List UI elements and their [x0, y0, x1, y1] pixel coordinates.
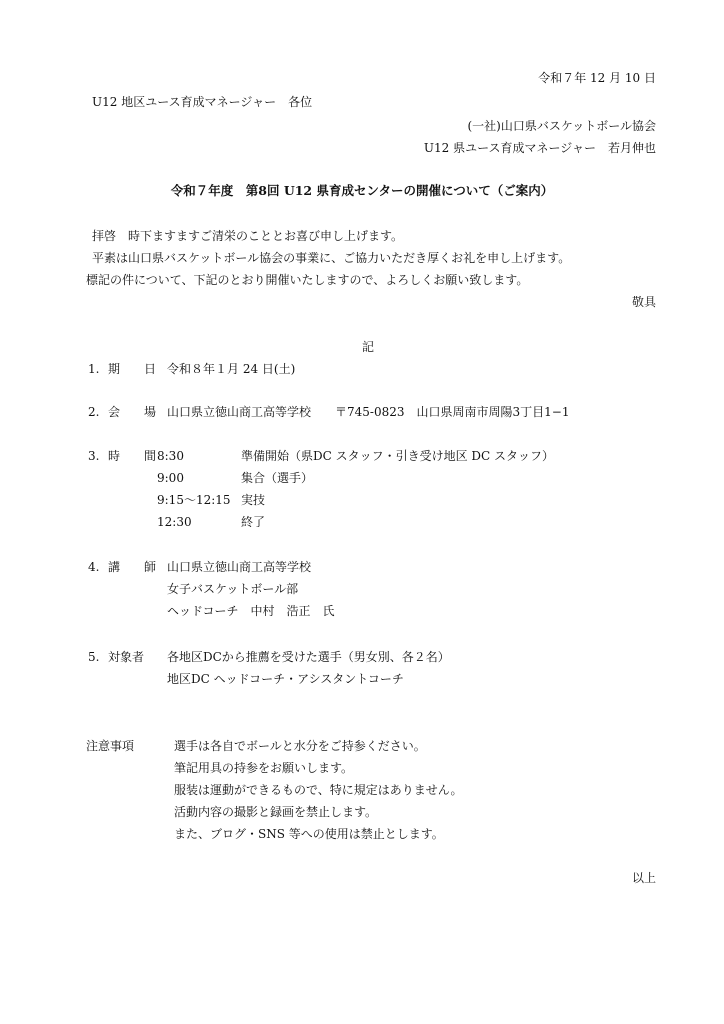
item-4-label: 講 師 [108, 560, 157, 574]
item-2-number: 2. [88, 405, 100, 419]
item-5-label: 対象者 [108, 650, 145, 664]
closing-ijo: 以上 [631, 871, 656, 885]
note-line: 活動内容の撮影と録画を禁止します。 [174, 805, 378, 819]
note-line: 服装は運動ができるもので、特に規定はありません。 [174, 783, 463, 797]
note-line: また、ブログ・SNS 等への使用は禁止とします。 [174, 827, 444, 841]
target-line: 各地区DCから推薦を受けた選手（男女別、各２名） [167, 650, 450, 664]
item-4-number: 4. [88, 560, 100, 574]
instructor-line: 女子バスケットボール部 [167, 582, 299, 596]
note-line: 筆記用具の持参をお願いします。 [174, 761, 354, 775]
item-3-label: 時 間 [108, 449, 157, 463]
sender-name: U12 県ユース育成マネージャー 若月伸也 [423, 141, 656, 155]
schedule-desc: 集合（選手） [241, 471, 314, 485]
schedule-desc: 実技 [241, 493, 266, 507]
addressee: U12 地区ユース育成マネージャー 各位 [92, 95, 313, 109]
schedule-time: 12:30 [157, 515, 192, 529]
schedule-time: 9:15〜12:15 [157, 493, 231, 507]
schedule-time: 9:00 [157, 471, 184, 485]
closing-keigu: 敬具 [631, 295, 656, 309]
item-1-value: 令和８年１月 24 日(土) [167, 362, 296, 376]
schedule-time: 8:30 [157, 449, 184, 463]
document-date: 令和７年 12 月 10 日 [538, 71, 656, 85]
greeting-line-3: 標記の件について、下記のとおり開催いたしますので、よろしくお願い致します。 [86, 273, 529, 287]
item-1-number: 1. [88, 362, 100, 376]
schedule-desc: 終了 [241, 515, 266, 529]
item-3-number: 3. [88, 449, 100, 463]
instructor-line: ヘッドコーチ 中村 浩正 氏 [167, 604, 335, 618]
notes-label: 注意事項 [86, 739, 135, 753]
greeting-line-1: 拝啓 時下ますますご清栄のこととお喜び申し上げます。 [92, 229, 404, 243]
ki-heading: 記 [362, 340, 375, 354]
schedule-desc: 準備開始（県DC スタッフ・引き受け地区 DC スタッフ） [241, 449, 555, 463]
target-line: 地区DC ヘッドコーチ・アシスタントコーチ [167, 672, 404, 686]
note-line: 選手は各自でボールと水分をご持参ください。 [174, 739, 426, 753]
sender-organization: (一社)山口県バスケットボール協会 [467, 119, 656, 133]
greeting-line-2: 平素は山口県バスケットボール協会の事業に、ご協力いただき厚くお礼を申し上げます。 [92, 251, 571, 265]
instructor-line: 山口県立徳山商工高等学校 [167, 560, 312, 574]
item-2-label: 会 場 [108, 405, 157, 419]
document-title: 令和７年度 第8回 U12 県育成センターの開催について（ご案内） [170, 183, 554, 198]
item-2-value: 山口県立徳山商工高等学校 〒745-0823 山口県周南市周陽3丁目1−1 [167, 405, 570, 419]
item-1-label: 期 日 [108, 362, 157, 376]
item-5-number: 5. [88, 650, 100, 664]
